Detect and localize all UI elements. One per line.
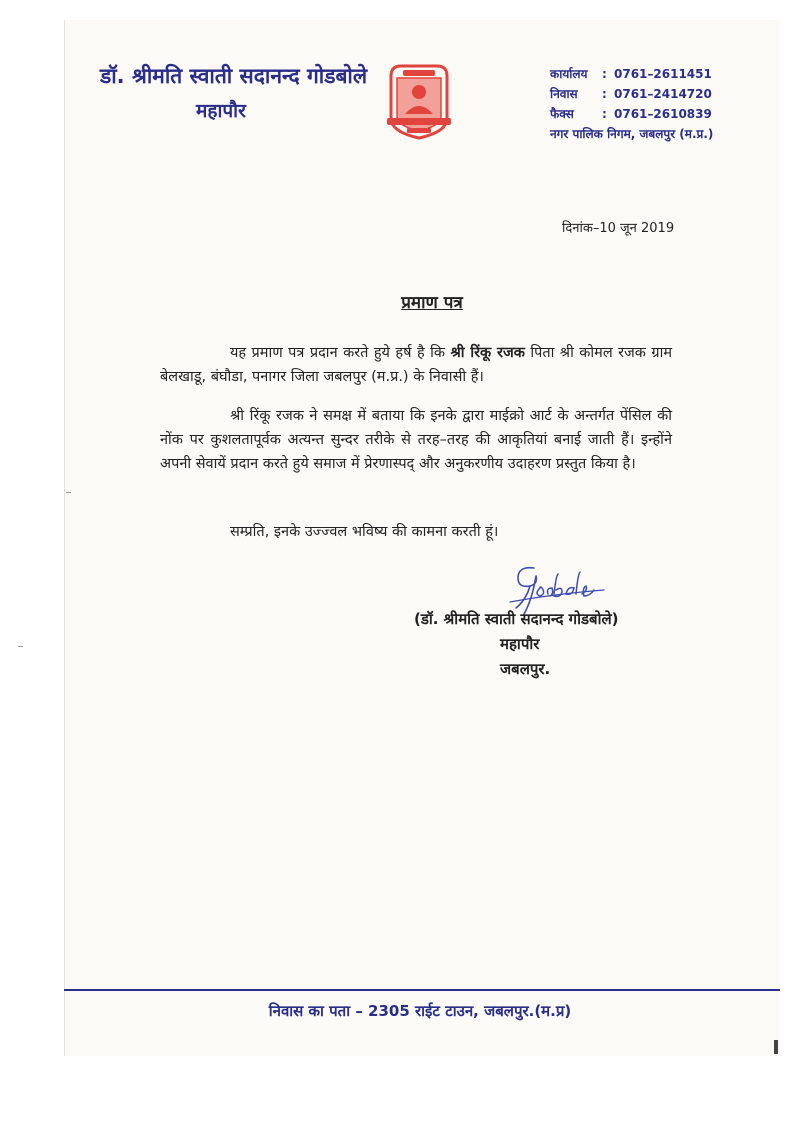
footer-address: निवास का पता – 2305 राईट टाउन, जबलपुर.(म.प्र)	[268, 1002, 572, 1020]
contact-label: फैक्स	[550, 107, 574, 121]
handwritten-signature-icon	[504, 560, 612, 616]
contact-block	[550, 64, 713, 144]
scan-mark	[66, 492, 71, 493]
letterhead-name: डॉ. श्रीमति स्वाती सदानन्द गोडबोले	[100, 64, 368, 88]
signatory-city: जबलपुर.	[500, 660, 551, 678]
recipient-name: श्री रिंकू रजक	[450, 345, 525, 361]
paragraph-1	[160, 341, 672, 389]
signatory-title: महापौर	[500, 635, 540, 653]
scan-edge	[64, 20, 65, 1056]
contact-row-office	[550, 64, 713, 84]
contact-value: 0761–2414720	[614, 87, 712, 101]
contact-separator: :	[602, 87, 607, 101]
contact-separator: :	[602, 107, 607, 121]
letterhead-designation: महापौर	[196, 100, 246, 122]
footer-divider	[64, 989, 780, 991]
contact-value: 0761–2610839	[614, 107, 712, 121]
contact-row-fax	[550, 104, 713, 124]
paragraph-1-text-a: यह प्रमाण पत्र प्रदान करते हुये हर्ष है कि	[230, 345, 451, 361]
signatory-name: (डॉ. श्रीमति स्वाती सदानन्द गोडबोले)	[414, 610, 619, 628]
paragraph-3: सम्प्रति, इनके उज्ज्वल भविष्य की कामना करती हूं।	[230, 524, 499, 540]
scan-mark	[774, 1040, 778, 1054]
contact-separator: :	[602, 67, 607, 81]
office-address: नगर पालिक निगम, जबलपुर (म.प्र.)	[550, 127, 714, 141]
contact-label: कार्यालय	[550, 67, 588, 81]
contact-label: निवास	[550, 87, 578, 101]
letter-date: दिनांक–10 जून 2019	[562, 221, 675, 236]
scan-mark	[18, 646, 23, 647]
certificate-title: प्रमाण पत्र	[401, 293, 463, 313]
paragraph-2: श्री रिंकू रजक ने समक्ष में बताया कि इनके द्वारा माईक्रो आर्ट के अन्तर्गत पेंसिल की नोंक पर कुशलतापूर्वक अत्यन्त सुन्दर तरीके से तरह–तरह की आकृतियां बनाई जाती हैं। इन्होंने अपनी सेवायें प्रदान करते हुये समाज में प्रेरणास्पद् और अनुकरणीय उदाहरण प्रस्तुत किया है।	[160, 408, 672, 472]
municipal-emblem-icon	[383, 62, 455, 140]
paragraph-1-text-b: पिता श्री कोमल रजक ग्राम बेलखाडू, बंघौडा, पनागर जिला जबलपुर (म.प्र.) के निवासी हैं।	[160, 345, 673, 385]
contact-value: 0761–2611451	[614, 67, 712, 81]
contact-row-residence	[550, 84, 713, 104]
